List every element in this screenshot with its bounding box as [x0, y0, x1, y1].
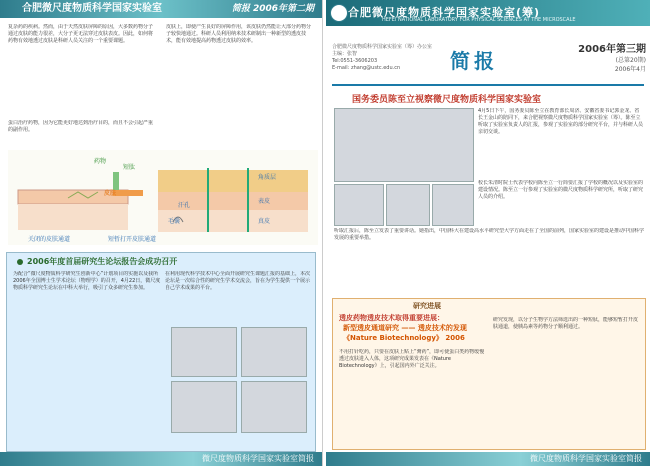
title-rule: [332, 84, 644, 86]
left-body-3: 蛋白治疗药物，因为它能更好地达到治疗目的，而且不会引起严重的副作用。: [8, 120, 154, 133]
left-body-2: 皮肤上，即使产生良好的屏障作用，该皮肤仍然能让大部分药物分子较快地通过。科研人员利用纳米技术研制出一种新型的透皮技术，能有效地提高药物透过皮肤的效率。: [166, 24, 312, 44]
label-short-peptide: 短肽: [123, 164, 136, 171]
left-header-issue: 简报 2006年第二期: [231, 4, 314, 14]
forum-body-2: 在利用现代科学技术中心全面开展研究生课题汇报的基础上，本次论坛是一次综合性的研究生学术交流会，旨在为学生提供一个展示自己学术成果的平台。: [165, 271, 311, 291]
masthead-title: 合肥微尺度物质科学国家实验室(筹): [348, 6, 541, 19]
research-title-line-3: 《Nature Biotechnology》 2006: [343, 334, 465, 342]
bullet-icon: [17, 259, 23, 265]
meta-line-2: 主编：张智: [332, 51, 358, 57]
issue-info: [556, 40, 646, 73]
left-body-1: 复杂药的疾病。然而，由于天然皮肤屏障的原因，大多数药物分子通过皮肤的能力很差，大分子更无法穿过皮肤表皮。因此，如何将药物有效地透过皮肤是科研人员关注的一个重要课题。: [8, 24, 154, 44]
research-head: 研究进展: [413, 302, 441, 310]
right-footer: 微尺度物质科学国家实验室简报: [326, 452, 650, 466]
forum-section-title: 2006年度首届研究生论坛报告会成功召开: [27, 257, 178, 266]
news-body-1: 4月5日下午，国务委员陈至立在教育部长周济、安徽省委书记郭金龙、省长王金山的陪同下，来合肥视察微尺度物质科学国家实验室（筹）。陈至立听取了实验室负责人的汇报，参观了实验室的部分研究平台，并与科研人员亲切交谈。: [478, 108, 644, 135]
research-body-2: 研究发现，以分子生物学方法筛选出的一种短肽，能够短暂打开皮肤通道，使胰岛素等药物分子顺利通过。: [493, 317, 639, 330]
caption-open-channel: 短暂打开皮肤通道: [108, 236, 157, 243]
skin-diagram-svg: [8, 150, 318, 245]
meta-line-4: E-mail: zhang@ustc.edu.cn: [332, 65, 401, 71]
news-title: 国务委员陈至立视察微尺度物质科学国家实验室: [352, 95, 542, 105]
left-header-title: 合肥微尺度物质科学国家实验室: [22, 3, 162, 14]
news-body-3: 听取汇报后，陈至立发表了重要讲话。她指出，中国科大在建设高水平研究型大学方面走在了全国的前列，国家实验室的建设是推动中国科学发展的重要举措。: [334, 228, 644, 241]
research-box: [332, 298, 646, 450]
issue-serial: (总第20期): [615, 57, 646, 64]
label-drug: 药物: [94, 158, 107, 165]
meta-line-3: Tel:0551-3606203: [332, 58, 378, 64]
label-dermis: 真皮: [258, 218, 271, 225]
forum-photo-3: [171, 381, 237, 433]
forum-body-1: 为配合“微尺度物质科学研究生创新中心”计划项目的实施以及我所2006年全国博士生学术论坛（物理学）的召开，4月22日，微尺度物质科学研究生论坛在中科大举行，吸引了众多研究生参加。: [13, 271, 161, 291]
forum-photo-4: [241, 381, 307, 433]
research-title-line-1: 透皮药物透皮技术取得重要进展：: [339, 314, 444, 322]
lab-logo-icon: [330, 4, 348, 22]
news-thumb-3: [432, 184, 474, 226]
research-body: 不用打针吃药，只要在皮肤上贴上“膏药”，即可使蛋白类药物缓慢透过皮肤进入人体，这项研究成果发表在《Nature Biotechnology》上，引起国内外广泛关注。: [339, 349, 485, 369]
meta-line-1: 合肥微尺度物质科学国家实验室（筹）办公室: [332, 44, 433, 50]
issue-number: 2006年第三期: [578, 44, 646, 55]
forum-photo-1: [171, 327, 237, 377]
skin-diagram: [8, 150, 318, 245]
label-epidermis: 表皮: [258, 198, 271, 205]
left-page: [0, 0, 323, 466]
caption-closed-channel: 关闭的皮肤通道: [28, 236, 71, 243]
label-sweat: 汗孔: [178, 202, 191, 209]
bulletin-title: 简报: [450, 49, 498, 73]
news-thumb-2: [386, 184, 430, 226]
masthead: [326, 0, 650, 26]
label-skin: 皮肤: [104, 190, 117, 197]
research-title-line-2: 新型透皮通道研究 —— 透皮技术的发现: [343, 324, 467, 332]
label-horny: 角质层: [258, 174, 277, 181]
right-page: [326, 0, 650, 466]
left-header-band: [0, 0, 322, 18]
news-photo: [334, 108, 474, 182]
publisher-meta: [332, 44, 442, 72]
forum-section-box: [6, 252, 316, 452]
news-body-2: 校长朱清时院士代表学校向陈至立一行简要汇报了学校的概况以及实验室的建设情况。陈至立一行参观了实验室的微尺度物质科学研究所，听取了研究人员的介绍。: [478, 180, 644, 200]
forum-photo-2: [241, 327, 307, 377]
news-thumb-1: [334, 184, 384, 226]
label-hair: 毛囊: [168, 218, 181, 225]
issue-date: 2006年4月: [614, 66, 646, 73]
left-footer: 微尺度物质科学国家实验室简报: [0, 452, 322, 466]
masthead-subtitle: HEFEI NATIONAL LABORATORY FOR PHYSICAL SCIENCES AT THE MICROSCALE: [382, 17, 576, 23]
